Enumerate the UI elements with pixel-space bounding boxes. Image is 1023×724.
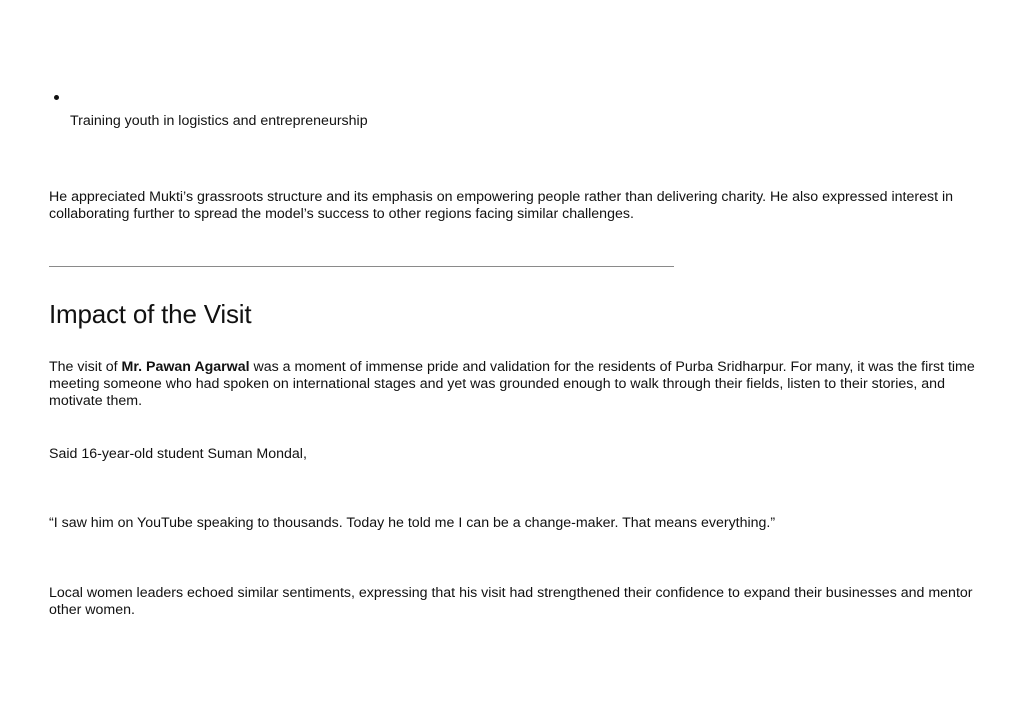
bullet-dot-icon [54, 95, 59, 100]
horizontal-divider [49, 266, 674, 267]
student-intro-paragraph: Said 16-year-old student Suman Mondal, [49, 446, 307, 462]
appreciation-paragraph: He appreciated Mukti’s grassroots structure and its emphasis on empowering people rather than delivering charity. He also expressed interest in collaborating further to spread the model’s success to other regions facing similar challenges. [49, 189, 953, 222]
visitor-name: Mr. Pawan Agarwal [121, 359, 250, 375]
bullet-list [49, 90, 368, 130]
list-item-text: Training youth in logistics and entrepreneurship [70, 113, 368, 129]
women-leaders-paragraph: Local women leaders echoed similar sentiments, expressing that his visit had strengthened their confidence to expand their businesses and mentor other women. [49, 585, 973, 618]
section-heading: Impact of the Visit [49, 299, 252, 329]
visit-paragraph [49, 359, 979, 410]
visit-paragraph-suffix: was a moment of immense pride and validation for the residents of Purba Sridharpur. For many, it was the first time meeting someone who had spoken on international stages and yet was grounded enough to walk through their fields, listen to their stories, and motivate them. [49, 359, 975, 409]
list-item [49, 90, 368, 130]
visit-paragraph-prefix: The visit of [49, 359, 122, 375]
student-quote: “I saw him on YouTube speaking to thousands. Today he told me I can be a change-maker. That means everything.” [49, 515, 776, 531]
